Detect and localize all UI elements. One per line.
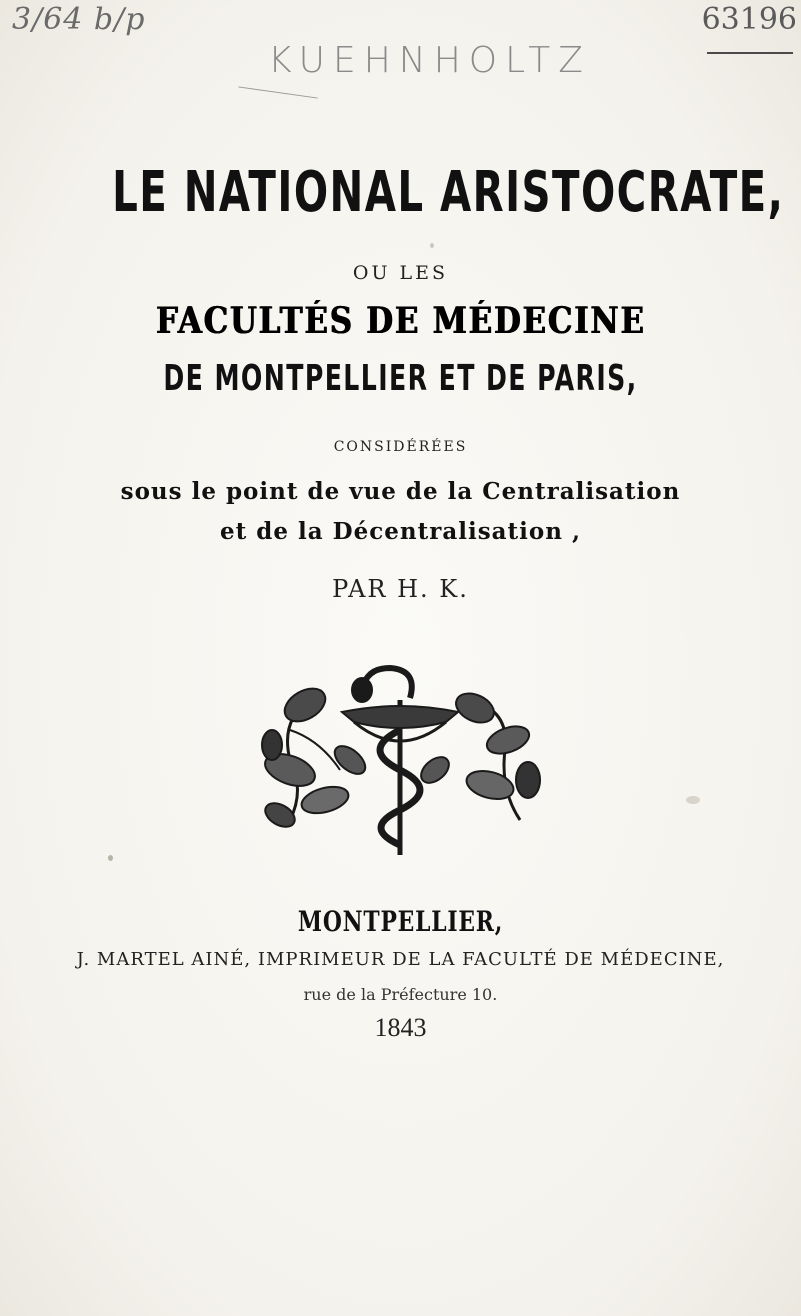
imprint-printer: J. MARTEL AINÉ, IMPRIMEUR DE LA FACULTÉ DE MÉDECINE, [76, 949, 725, 970]
paper-speck [430, 243, 434, 248]
subtitle-connector: OU LES [352, 262, 449, 284]
book-title: LE NATIONAL ARISTOCRATE, [112, 160, 785, 225]
subtitle-line-2: et de la Décentralisation , [220, 518, 581, 545]
caduceus-serpent-icon [250, 660, 550, 860]
handwritten-catalog-number: 63196 [701, 2, 797, 37]
cities-heading: DE MONTPELLIER ET DE PARIS, [163, 358, 638, 399]
author-line: PAR H. K. [332, 575, 469, 603]
imprint-city: MONTPELLIER, [297, 905, 504, 938]
subtitle-line-1: sous le point de vue de la Centralisation [120, 478, 681, 505]
handwritten-stroke [238, 86, 317, 98]
handwritten-shelfmark: 3/64 b/p [12, 2, 146, 37]
paper-speck [686, 796, 700, 804]
facultes-heading: FACULTÉS DE MÉDECINE [155, 300, 646, 342]
paper-speck [108, 855, 113, 861]
handwritten-owner-name: KUEHNHOLTZ [268, 40, 591, 81]
considerees-label: CONSIDÉRÉES [333, 439, 468, 455]
imprint-address: rue de la Préfecture 10. [303, 985, 498, 1004]
publication-year: 1843 [374, 1013, 427, 1042]
catalog-underline [707, 52, 793, 54]
